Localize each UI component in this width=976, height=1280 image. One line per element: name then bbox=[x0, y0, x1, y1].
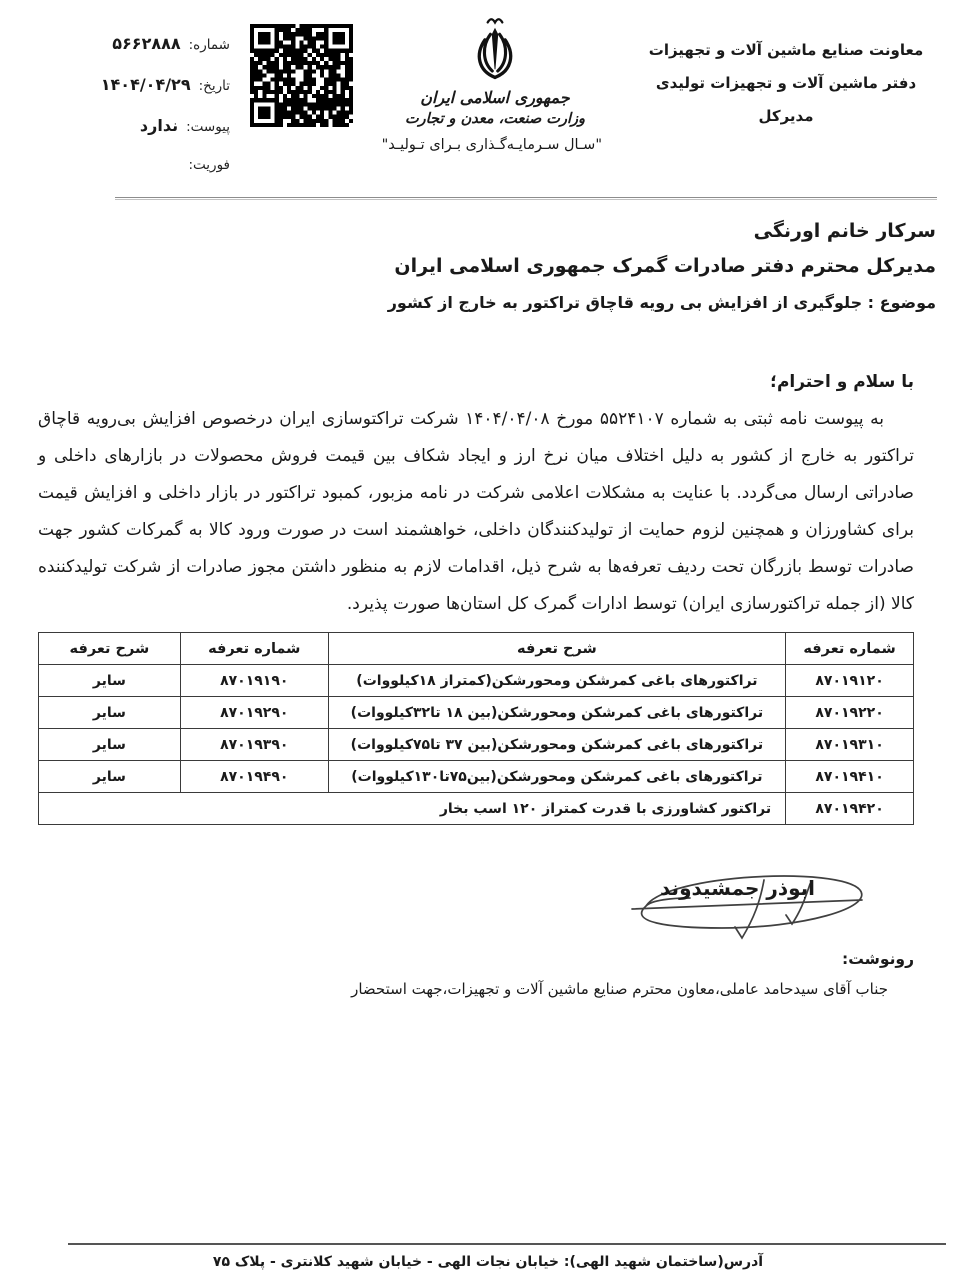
header-divider bbox=[115, 197, 937, 200]
urgency-row bbox=[55, 157, 230, 185]
department-line-2: دفتر ماشین آلات و تجهیزات تولیدی bbox=[655, 74, 917, 92]
tariff-code: ۸۷۰۱۹۴۲۰ bbox=[786, 793, 914, 825]
tariff-code: ۸۷۰۱۹۴۱۰ bbox=[786, 761, 914, 793]
department-line-3: مدیرکل bbox=[758, 107, 814, 125]
ministry-name: وزارت صنعت، معدن و تجارت bbox=[405, 111, 585, 127]
department-line-1: معاونت صنایع ماشین آلات و تجهیزات bbox=[648, 41, 924, 59]
tariff-desc: تراکتورهای باغی کمرشکن ومحورشکن(کمتراز ۱۸کیلووات) bbox=[328, 665, 785, 697]
tariff-code-alt: ۸۷۰۱۹۴۹۰ bbox=[180, 761, 328, 793]
tariff-desc-merged: تراکتور کشاورزی با قدرت کمتراز ۱۲۰ اسب بخار bbox=[39, 793, 786, 825]
footer-address: آدرس(ساختمان شهید الهی): خیابان نجات الهی - خیابان شهید کلانتری - پلاک ۷۵ bbox=[212, 1254, 764, 1270]
table-header-row bbox=[39, 633, 914, 665]
signature-block bbox=[612, 852, 912, 952]
tariff-code: ۸۷۰۱۹۳۱۰ bbox=[786, 729, 914, 761]
header-tariff-number-1: شماره تعرفه bbox=[786, 633, 914, 665]
tariff-other: سایر bbox=[39, 665, 181, 697]
tariff-desc: تراکتورهای باغی کمرشکن ومحورشکن(بین ۱۸ تا۳۲کیلووات) bbox=[328, 697, 785, 729]
tariff-code-alt: ۸۷۰۱۹۲۹۰ bbox=[180, 697, 328, 729]
letter-subject: موضوع : جلوگیری از افزایش بی رویه قاچاق تراکتور به خارج از کشور bbox=[387, 293, 936, 312]
body-paragraph: به پیوست نامه ثبتی به شماره ۵۵۲۴۱۰۷ مورخ ۱۴۰۴/۰۴/۰۸ شرکت تراکتوسازی ایران درخصوص افزایش بی‌رویه قاچاق تراکتور به خارج از کشور به دلیل اختلاف میان نرخ ارز و ایجاد شکاف بین قیمت فروش محصولات در بازارهای داخلی و صادراتی ارسال می‌گردد. با عنایت به مشکلات اعلامی شرکت در نامه مزبور، کمبود تراکتور در بازار داخلی و افزایش قیمت برای کشاورزان و همچنین لزوم حمایت از تولیدکنندگان داخلی، خواهشمند است در صورت ورود کالا به گمرکات کشور جهت صادرات توسط بازرگان تحت ردیف تعرفه‌ها به شرح ذیل، اقدامات لازم به منظور داشتن مجوز صادرات از شرکت تولیدکننده کالا (از جمله تراکتورسازی ایران) توسط ادارات گمرک کل استان‌ها صورت پذیرد. bbox=[38, 409, 914, 614]
tariff-desc: تراکتورهای باغی کمرشکن ومحورشکن(بین۷۵تا۱۳۰کیلووات) bbox=[328, 761, 785, 793]
tariff-code: ۸۷۰۱۹۱۲۰ bbox=[786, 665, 914, 697]
header-tariff-desc-1: شرح تعرفه bbox=[328, 633, 785, 665]
table-row bbox=[39, 665, 914, 697]
signature-scrawl-icon bbox=[612, 852, 902, 952]
table-row bbox=[39, 761, 914, 793]
department-block bbox=[626, 34, 946, 133]
recipient-name: سرکار خانم اورنگی bbox=[753, 220, 936, 242]
footer-divider bbox=[68, 1243, 946, 1245]
date-label: تاریخ: bbox=[198, 78, 230, 94]
salutation: با سلام و احترام؛ bbox=[770, 372, 914, 392]
org-name: جمهوری اسلامی ایران bbox=[420, 88, 570, 107]
tariff-table bbox=[38, 632, 914, 825]
letter-body bbox=[38, 372, 914, 623]
iran-emblem-icon bbox=[466, 16, 524, 82]
cc-block bbox=[62, 950, 914, 998]
header-tariff-number-2: شماره تعرفه bbox=[180, 633, 328, 665]
date-value: ۱۴۰۴/۰۴/۲۹ bbox=[100, 75, 191, 94]
year-slogan: "سـال سـرمایـه‌گـذاری بـرای تـولیـد" bbox=[381, 137, 602, 153]
header-tariff-desc-2: شرح تعرفه bbox=[39, 633, 181, 665]
letter-meta bbox=[55, 34, 230, 198]
recipient-block bbox=[40, 220, 936, 312]
attachment-row bbox=[55, 116, 230, 144]
table-row bbox=[39, 697, 914, 729]
letter-number-row bbox=[55, 34, 230, 62]
tariff-other: سایر bbox=[39, 729, 181, 761]
signer-name: ابوذر جمشیدوند bbox=[660, 876, 816, 900]
table-row bbox=[39, 729, 914, 761]
number-label: شماره: bbox=[188, 37, 230, 53]
letter-date-row bbox=[55, 75, 230, 103]
attachment-value: ندارد bbox=[139, 116, 179, 135]
tariff-other: سایر bbox=[39, 697, 181, 729]
attachment-label: پیوست: bbox=[186, 119, 230, 135]
qr-code bbox=[250, 24, 353, 127]
tariff-code: ۸۷۰۱۹۲۲۰ bbox=[786, 697, 914, 729]
tariff-desc: تراکتورهای باغی کمرشکن ومحورشکن(بین ۳۷ تا۷۵کیلووات) bbox=[328, 729, 785, 761]
ministry-block bbox=[381, 16, 602, 153]
tariff-code-alt: ۸۷۰۱۹۱۹۰ bbox=[180, 665, 328, 697]
table-last-row bbox=[39, 793, 914, 825]
urgency-label: فوریت: bbox=[188, 157, 230, 173]
cc-label: رونوشت: bbox=[842, 950, 914, 968]
tariff-other: سایر bbox=[39, 761, 181, 793]
number-value: ۵۶۶۲۸۸۸ bbox=[112, 34, 181, 53]
tariff-code-alt: ۸۷۰۱۹۳۹۰ bbox=[180, 729, 328, 761]
recipient-title: مدیرکل محترم دفتر صادرات گمرک جمهوری اسلامی ایران bbox=[394, 255, 936, 277]
cc-recipient: جناب آقای سیدحامد عاملی،معاون محترم صنایع ماشین آلات و تجهیزات،جهت استحضار bbox=[351, 980, 888, 998]
